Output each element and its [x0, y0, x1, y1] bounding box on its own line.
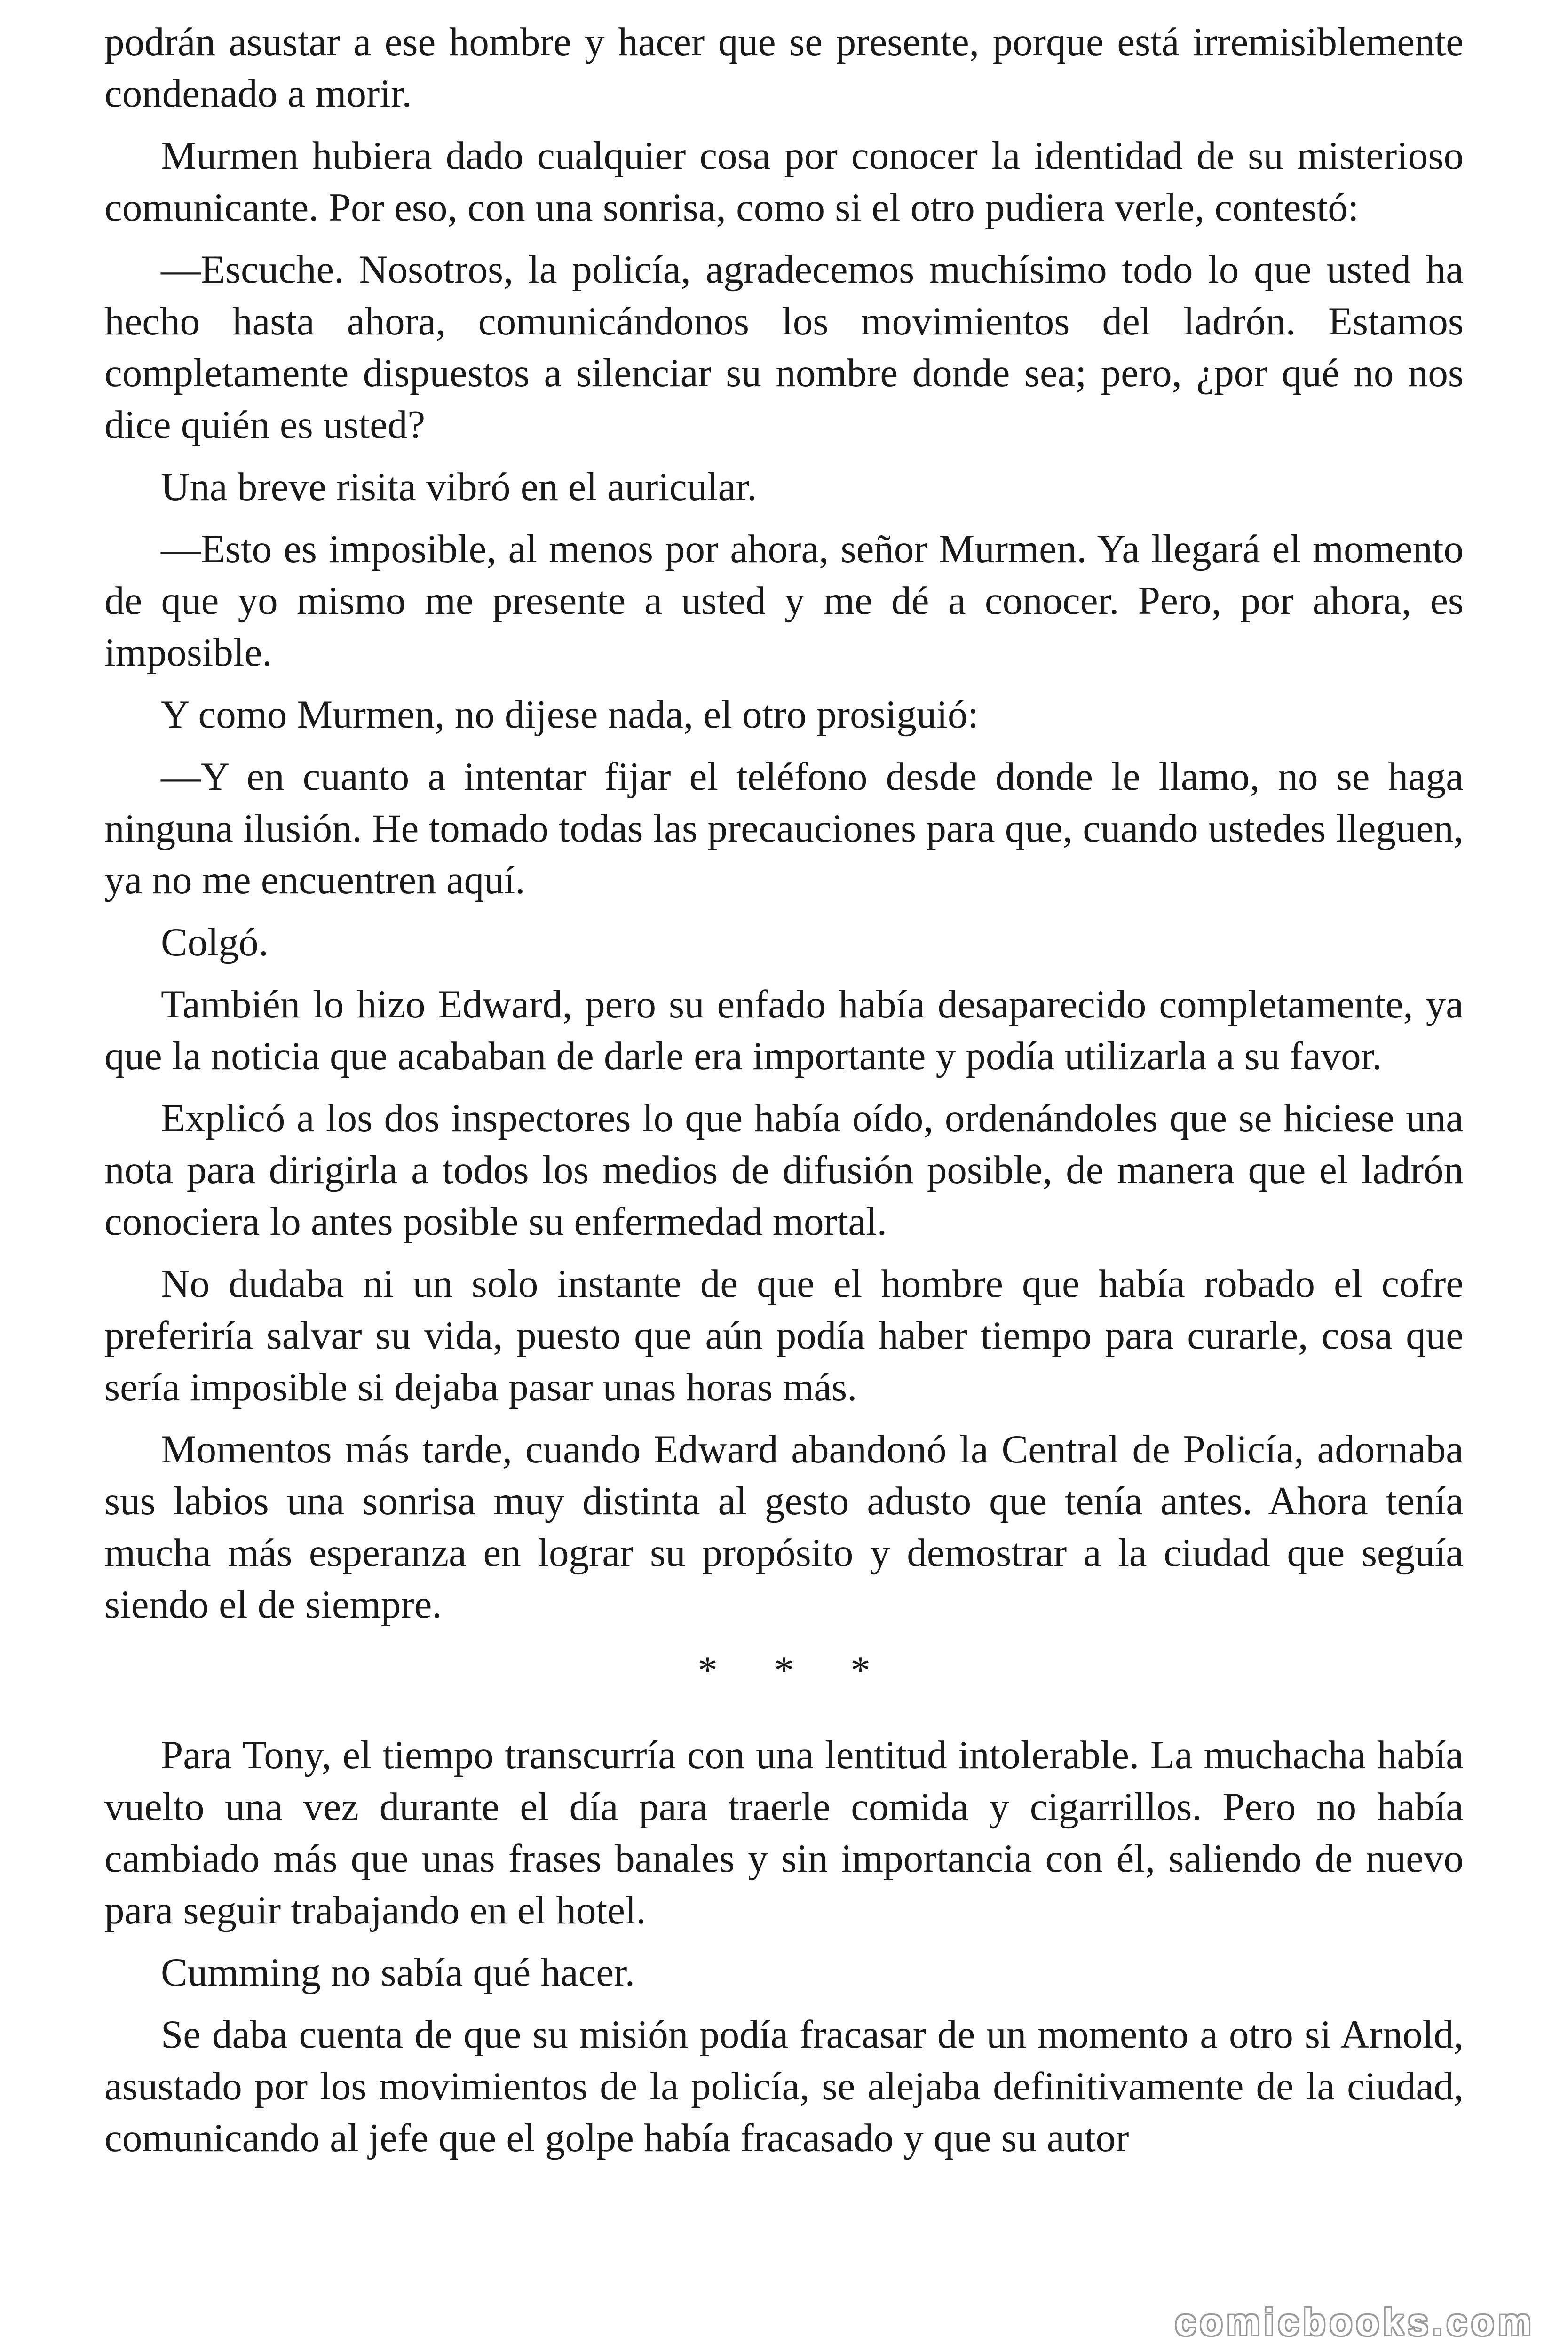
- paragraph: También lo hizo Edward, pero su enfado había desaparecido completamente, ya que la noticia que acababan de darle era importante y podía utilizarla a su favor.: [104, 982, 1464, 1078]
- watermark: comicbooks.com: [1175, 2301, 1535, 2343]
- book-page: [104, 16, 1464, 2174]
- paragraph: Se daba cuenta de que su misión podía fracasar de un momento a otro si Arnold, asustado por los movimientos de la policía, se alejaba definitivamente de la ciudad, comunicando al jefe que el golpe había fracasado y que su autor: [104, 2012, 1464, 2160]
- paragraph: —Esto es imposible, al menos por ahora, señor Murmen. Ya llegará el momento de que yo mismo me presente a usted y me dé a conocer. Pero, por ahora, es imposible.: [104, 527, 1464, 675]
- paragraph: Colgó.: [161, 920, 269, 964]
- separator-asterisk: *: [850, 1648, 871, 1692]
- paragraph: —Y en cuanto a intentar fijar el teléfono desde donde le llamo, no se haga ninguna ilusión. He tomado todas las precauciones para que, cuando ustedes lleguen, ya no me encuentren aquí.: [104, 755, 1464, 902]
- paragraph: Momentos más tarde, cuando Edward abandonó la Central de Policía, adornaba sus labios una sonrisa muy distinta al gesto adusto que tenía antes. Ahora tenía mucha más esperanza en lograr su propósito y demostrar a la ciudad que seguía siendo el de siempre.: [104, 1427, 1464, 1627]
- paragraph: podrán asustar a ese hombre y hacer que se presente, porque está irremisiblemente condenado a morir.: [104, 20, 1464, 116]
- paragraph: No dudaba ni un solo instante de que el hombre que había robado el cofre preferiría salvar su vida, puesto que aún podía haber tiempo para curarle, cosa que sería imposible si dejaba pasar unas horas más.: [104, 1262, 1464, 1409]
- separator-asterisk: *: [774, 1648, 794, 1692]
- section-separator: [104, 1645, 1464, 1696]
- paragraph: Y como Murmen, no dijese nada, el otro prosiguió:: [161, 692, 979, 737]
- separator-asterisk: *: [697, 1648, 718, 1692]
- paragraph: Una breve risita vibró en el auricular.: [161, 465, 757, 509]
- paragraph: Cumming no sabía qué hacer.: [161, 1950, 635, 1994]
- paragraph: —Escuche. Nosotros, la policía, agradecemos muchísimo todo lo que usted ha hecho hasta ahora, comunicándonos los movimientos del ladrón. Estamos completamente dispuestos a silenciar su nombre donde sea; pero, ¿por qué no nos dice quién es usted?: [104, 247, 1464, 447]
- paragraph: Murmen hubiera dado cualquier cosa por conocer la identidad de su misterioso comunicante. Por eso, con una sonrisa, como si el otro pudiera verle, contestó:: [104, 134, 1464, 230]
- paragraph: Para Tony, el tiempo transcurría con una lentitud intolerable. La muchacha había vuelto una vez durante el día para traerle comida y cigarrillos. Pero no había cambiado más que unas frases banales y sin importancia con él, saliendo de nuevo para seguir trabajando en el hotel.: [104, 1733, 1464, 1932]
- paragraph: Explicó a los dos inspectores lo que había oído, ordenándoles que se hiciese una nota para dirigirla a todos los medios de difusión posible, de manera que el ladrón conociera lo antes posible su enfermedad mortal.: [104, 1096, 1464, 1244]
